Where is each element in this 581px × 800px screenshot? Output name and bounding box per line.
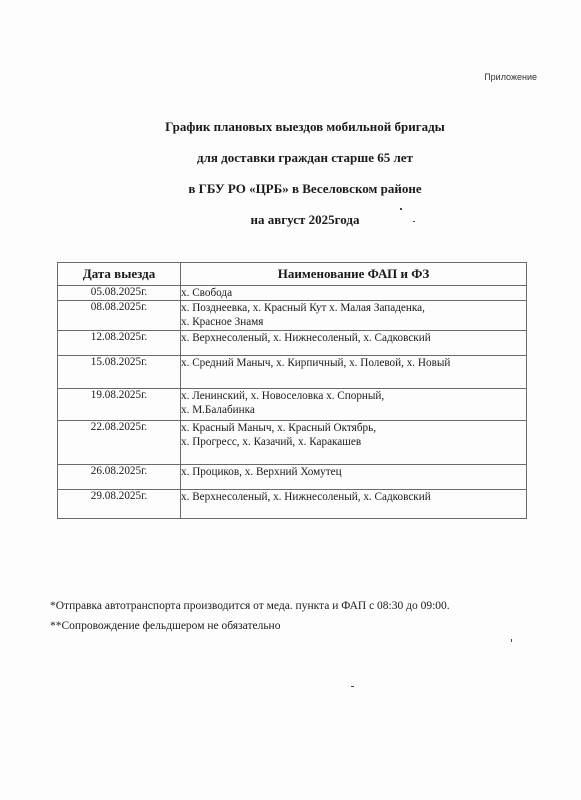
row-date: 08.08.2025г. — [58, 301, 181, 331]
table-header-row — [58, 263, 527, 286]
row-date: 26.08.2025г. — [58, 465, 181, 490]
row-date: 15.08.2025г. — [58, 356, 181, 389]
row-places — [181, 389, 527, 421]
row-date: 22.08.2025г. — [58, 421, 181, 465]
title-line-4: на август 2025года — [250, 212, 360, 227]
scan-speck — [413, 221, 415, 222]
row-date: 05.08.2025г. — [58, 286, 181, 301]
place-line: х. Ленинский, х. Новоселовка х. Спорный, — [181, 390, 385, 402]
footnote-departure: *Отправка автотранспорта производится от меда. пункта и ФАП с 08:30 до 09:00. — [50, 600, 450, 612]
table-row — [58, 490, 527, 519]
scan-speck — [511, 639, 512, 642]
row-date: 19.08.2025г. — [58, 389, 181, 421]
header-places: Наименование ФАП и ФЗ — [181, 263, 527, 286]
table-body — [58, 286, 527, 519]
header-date: Дата выезда — [58, 263, 181, 286]
place-line: х. Свобода — [181, 287, 233, 299]
row-date: 12.08.2025г. — [58, 331, 181, 356]
place-line: х. Красное Знамя — [181, 316, 264, 328]
table-row — [58, 465, 527, 490]
place-line: х. Проциков, х. Верхний Хомутец — [181, 466, 342, 478]
document-title — [60, 118, 550, 242]
row-places — [181, 356, 527, 389]
footnote-escort: **Сопровождение фельдшером не обязательно — [50, 620, 281, 632]
table-row — [58, 356, 527, 389]
place-line: х. Красный Маныч, х. Красный Октябрь, — [181, 422, 376, 434]
title-line-2: для доставки граждан старше 65 лет — [197, 150, 413, 165]
title-line-3: в ГБУ РО «ЦРБ» в Веселовском районе — [188, 181, 422, 196]
place-line: х. Средний Маныч, х. Кирпичный, х. Полевой, х. Новый — [181, 357, 451, 369]
table-row — [58, 286, 527, 301]
row-places — [181, 286, 527, 301]
place-line: х. Позднеевка, х. Красный Кут х. Малая Западенка, — [181, 302, 425, 314]
scan-speck — [351, 686, 354, 687]
place-line: х. Верхнесоленый, х. Нижнесоленый, х. Садковский — [181, 491, 431, 503]
table-row — [58, 389, 527, 421]
appendix-label: Приложение — [484, 72, 537, 82]
row-places — [181, 465, 527, 490]
place-line: х. Прогресс, х. Казачий, х. Каракашев — [181, 436, 362, 448]
title-line-1: График плановых выездов мобильной бригады — [165, 119, 445, 134]
row-places — [181, 301, 527, 331]
table-row — [58, 301, 527, 331]
scan-speck — [400, 208, 402, 210]
table-row — [58, 421, 527, 465]
row-places — [181, 421, 527, 465]
row-date: 29.08.2025г. — [58, 490, 181, 519]
row-places — [181, 490, 527, 519]
schedule-table — [57, 262, 527, 519]
table-row — [58, 331, 527, 356]
row-places — [181, 331, 527, 356]
place-line: х. Верхнесоленый, х. Нижнесоленый, х. Садковский — [181, 332, 431, 344]
place-line: х. М.Балабинка — [181, 404, 255, 416]
